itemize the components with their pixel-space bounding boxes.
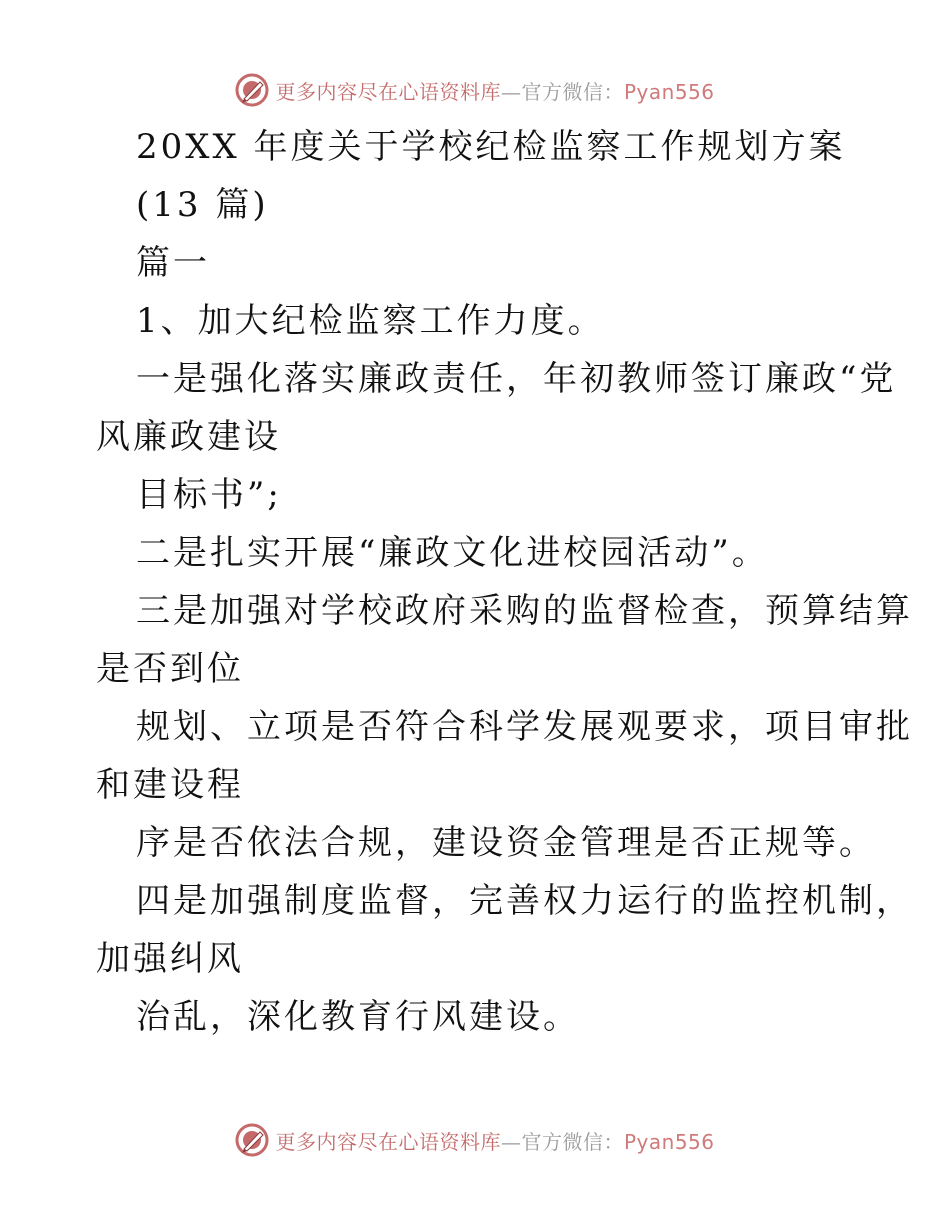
- footer-banner-wechat-label: 官方微信：: [521, 1129, 624, 1154]
- header-banner-dash: —: [500, 79, 522, 104]
- document-line: 序是否依法合规，建设资金管理是否正规等。: [136, 823, 876, 863]
- footer-watermark-banner: [0, 1120, 950, 1160]
- document-line: 和建设程: [96, 765, 244, 805]
- document-line: 加强纠风: [96, 939, 244, 979]
- document-line: 四是加强制度监督，完善权力运行的监控机制，: [136, 881, 913, 921]
- document-line: 目标书”;: [136, 475, 282, 515]
- document-line: 风廉政建设: [96, 417, 281, 457]
- document-line: 三是加强对学校政府采购的监督检查，预算结算: [136, 591, 913, 631]
- document-line: 规划、立项是否符合科学发展观要求，项目审批: [136, 707, 913, 747]
- header-watermark-banner: [0, 70, 950, 110]
- footer-banner-account: Pyan556: [623, 1129, 715, 1154]
- document-line: 是否到位: [96, 649, 244, 689]
- document-body: [96, 118, 913, 1046]
- pen-logo-icon: [235, 73, 269, 107]
- document-line: 治乱，深化教育行风建设。: [136, 997, 580, 1037]
- document-line: 1、加大纪检监察工作力度。: [136, 301, 605, 341]
- header-banner-wechat-label: 官方微信：: [521, 79, 624, 104]
- document-line: 篇一: [136, 243, 210, 283]
- header-banner-account: Pyan556: [623, 79, 715, 104]
- pen-logo-icon: [235, 1123, 269, 1157]
- footer-banner-dash: —: [500, 1129, 522, 1154]
- footer-banner-main-text: 更多内容尽在心语资料库: [275, 1129, 501, 1154]
- document-line: (13 篇): [136, 185, 269, 225]
- document-line: 一是强化落实廉政责任，年初教师签订廉政“党: [136, 359, 897, 399]
- document-line: 20XX 年度关于学校纪检监察工作规划方案: [136, 127, 846, 167]
- header-banner-main-text: 更多内容尽在心语资料库: [275, 79, 501, 104]
- document-line: 二是扎实开展“廉政文化进校园活动”。: [136, 533, 769, 573]
